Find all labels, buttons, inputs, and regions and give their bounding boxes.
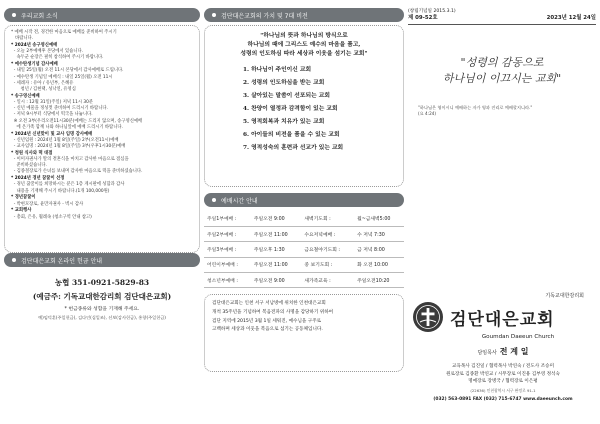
schedule-cell: 주일1부예배 :: [204, 211, 251, 226]
vision-item: 3. 살아있는 말씀이 선포되는 교회: [243, 93, 330, 99]
church-address: (22636) 인천광역시 서구 완정로 91-1: [470, 387, 536, 393]
vision-header: [204, 8, 404, 22]
theme-line: "성령의 감동으로: [460, 56, 544, 69]
schedule-cell: 주일오전 9:00: [251, 273, 302, 288]
notice-line: - 박현모장로, 윤만자권사 - 벽시 감사: [11, 201, 84, 207]
notice-line: - 내일 25일(월) 오전 11시 본당에서 감사예배로 드립니다.: [11, 68, 124, 74]
notice-line: * 2024년 신년맞이 및 교사 임명 감사예배: [11, 131, 93, 137]
bullet-icon: [12, 258, 16, 262]
schedule-header: [204, 193, 404, 207]
issue-number: 제 09-52호: [408, 15, 438, 21]
notice-line: - 이미자권사가 딸의 결혼식을 마치고 감사한 마음으로 점심을: [11, 157, 129, 163]
schedule-row: [204, 226, 404, 241]
schedule-cell: 화 오전 10:00: [354, 257, 404, 272]
vision-item: 6. 아이들의 비전을 품을 수 있는 교회: [243, 132, 340, 138]
church-name-english: Goumdan Daeeun Church: [481, 334, 555, 340]
theme-slogan: [408, 55, 596, 87]
vision-box: [204, 25, 404, 187]
intro-line: 개척 35주년을 기념하여 복음전파의 사명을 감당하기 위하여: [212, 310, 334, 316]
schedule-row: [204, 257, 404, 272]
bank-holder: (예금주: 기독교대한감리회 검단대은교회): [32, 292, 172, 301]
schedule-cell: 금 저녁 8:00: [354, 242, 404, 257]
vision-item: 5. 영적회복과 치유가 있는 교회: [243, 119, 325, 125]
bank-example: 예)임덕훈(주일헌금), 김다인(십일조), 선보(감사헌금), 홍향(주일헌금): [38, 315, 166, 320]
staff-list: [412, 363, 594, 386]
notice-line: 바랍니다.: [11, 36, 34, 42]
notice-line: * 예배 시작 전, 경건한 마음으로 예배를 준비하여 주시기: [11, 30, 117, 35]
schedule-cell: 주일오전 11:00: [251, 226, 302, 241]
notice-line: - 김종철장로가 손녀를 보내며 감사한 마음으로 떡을 준비하셨습니다.: [11, 169, 143, 175]
notice-line: * 교회행사: [11, 208, 32, 214]
right-panel: [408, 8, 596, 416]
vision-list: [213, 64, 395, 155]
founding-date: (창립기념일 2015.3.1): [408, 9, 456, 14]
schedule-table: [204, 211, 404, 288]
senior-pastor: [412, 346, 594, 357]
notice-line: - 교사임명 : 2024년 1월 8일(주일) 3부(우후1시30분)예배: [11, 144, 126, 150]
middle-panel: [204, 8, 404, 416]
schedule-row: [204, 273, 404, 288]
church-contact: (032) 563-0891 FAX (032) 715-6747 www.daeeunch.com: [433, 396, 573, 402]
intro-line: 검단대은교회는 인천 서구 서남방에 위치한 인천대은교회: [212, 301, 326, 307]
vision-item: 4. 찬양이 열정과 감격함이 있는 교회: [243, 106, 338, 112]
notice-line: ※ 오전 3부(우리오전11시30분)예배는 드리지 않으며, 송구영신예배: [11, 118, 143, 124]
notice-line: - 일시 : 12월 31일(주일) 저녁 11시 30분: [11, 100, 94, 106]
schedule-cell: 주일오후 1:30: [251, 242, 302, 257]
theme-verse: "하나님은 영이시니 예배하는 자가 영과 진리로 예배할지니라.": [418, 105, 533, 110]
schedule-cell: 수 저녁 7:30: [354, 226, 404, 241]
schedule-cell: 주일오전 11:00: [251, 257, 302, 272]
notice-line: * 청원 식사와 떡 대접: [11, 150, 53, 156]
notice-line: 청년 / 김현택, 성낙연, 유영심: [11, 87, 76, 93]
pastor-name: 전 계 일: [499, 347, 529, 356]
schedule-cell: 청소년부예배 :: [204, 273, 251, 288]
notice-line: * 경년꿈꿀이: [11, 195, 36, 201]
schedule-cell: 주일3부예배 :: [204, 242, 251, 257]
church-intro: [204, 294, 404, 372]
bank-note: * 헌금종류와 성함을 기재해 주세요.: [64, 307, 140, 312]
bank-account: 농협 351-0921-5829-83: [54, 278, 150, 287]
schedule-cell: 금요철야기도회 :: [301, 242, 354, 257]
church-name: 검단대은교회: [450, 309, 555, 330]
notice-line: - 경년 꿈꿀이를 희망하시는 분은 1층 게시판에 성함과 감사: [11, 182, 125, 188]
left-panel: [4, 8, 200, 416]
affiliation: 기독교대한감리회: [545, 293, 584, 299]
notice-line: * 2024년 경년 꿈꿀이 선정: [11, 176, 65, 182]
vision-item: 1. 하나님이 주인이신 교회: [243, 67, 312, 73]
quote-line: 하나님의 때에 그리스도 예수의 마음을 품고,: [247, 42, 361, 48]
theme-reference: (요 4:24): [418, 111, 437, 116]
notice-line: - 세례자 : 유아 / 유년부, 은혜유: [11, 80, 74, 86]
bullet-icon: [212, 198, 216, 202]
notice-line: - 예수탄생 기념일 예배식 : 내일 25일(월) 오전 11시: [11, 74, 113, 80]
notice-line: 에 온가족 함께 나와 하나님앞에 예배 드리시기 바랍니다.: [11, 124, 123, 130]
schedule-cell: 새가족교육 :: [301, 273, 354, 288]
notice-line: * 송구영신예배: [11, 93, 40, 99]
notice-line: - 저녁 9시부터 식당에서 떡국을 나눕니다.: [11, 112, 93, 118]
bank-title: 검단대은교회 온라인 헌금 안내: [21, 257, 103, 265]
schedule-cell: 주일오전 9:00: [251, 211, 302, 226]
staff-line: 교육목사 김진일 / 협력목사 박연숙 / 전도사 조승미: [451, 364, 555, 369]
notice-line: - 신년임원 : 2024년 1월 8일(주일) 2부(오전11시)예배: [11, 137, 119, 143]
vision-item: 2. 성령의 인도하심을 받는 교회: [243, 80, 325, 86]
vision-title: 검단대은교회의 가치 및 7대 비전: [221, 12, 308, 20]
schedule-cell: 주일2부예배 :: [204, 226, 251, 241]
notice-line: 준비하셨습니다.: [11, 163, 47, 169]
schedule-cell: 어린이부예배 :: [204, 257, 251, 272]
intro-line: 고백하며 세상과 이웃을 복음으로 섬기는 공동체입니다.: [212, 327, 323, 333]
notice-line: * 예수탄생기념 감사예배: [11, 62, 58, 68]
theme-line: 하나님이 이끄시는 교회": [442, 72, 562, 85]
bank-header: [4, 253, 200, 267]
notice-title: 우리교회 소식: [21, 12, 58, 20]
bullet-icon: [212, 13, 216, 17]
schedule-row: [204, 242, 404, 257]
bullet-icon: [12, 13, 16, 17]
bulletin-date: 2023년 12월 24일: [546, 15, 596, 21]
schedule-cell: 월~금새벽5:00: [354, 211, 404, 226]
bulletin-header: [408, 8, 596, 25]
quote-line: 성령의 인도하심 따라 세상과 이웃을 섬기는 교회": [240, 51, 368, 57]
notice-line: * 2024년 송구영신예배: [11, 43, 58, 48]
schedule-title: 예배시간 안내: [221, 197, 258, 205]
intro-line: 검단 지역에 2015년 3월 1일 세워진, 예수님을 구주로: [212, 318, 322, 324]
church-seal-icon: [412, 301, 444, 333]
schedule-row: [204, 211, 404, 226]
bank-info: [4, 270, 200, 384]
quote-line: "하나님의 뜻과 하나님의 방식으로: [260, 33, 348, 39]
vision-item: 7. 영적성숙의 훈련과 선교가 있는 교회: [243, 145, 344, 151]
vision-quote: [213, 32, 395, 59]
staff-line: 명예장로 장병국 / 협력장로 이은평: [468, 379, 538, 385]
notice-line: 내용을 기재해 주시기 바랍니다.(1개 100,000원): [11, 188, 110, 194]
staff-line: 원로장로 김종환 박연교 / 시무장로 이진용 김부영 정석숙: [446, 371, 560, 377]
notice-line: - 오늘 2부예배후 본당에서 있습니다.: [11, 49, 83, 55]
notice-box: [4, 25, 200, 253]
notice-line: 속두군 순장은 필히 참석하여 주시기 바랍니다.: [11, 55, 104, 61]
schedule-cell: 수요저녁예배 :: [301, 226, 354, 241]
notice-line: - 신년 예물을 정성껏 준비하여 드리시기 바랍니다.: [11, 106, 108, 112]
header-divider: [408, 24, 596, 25]
schedule-cell: 중 보기도회 :: [301, 257, 354, 272]
schedule-cell: 새벽기도회 :: [301, 211, 354, 226]
pastor-label: 담임목사: [477, 350, 497, 356]
notice-line: - 총회, 은유, 월례속 (청소구역 안내 참고): [11, 214, 92, 220]
schedule-cell: 주일오전10:20: [354, 273, 404, 288]
church-identity: [412, 292, 594, 402]
notice-header: [4, 8, 200, 22]
